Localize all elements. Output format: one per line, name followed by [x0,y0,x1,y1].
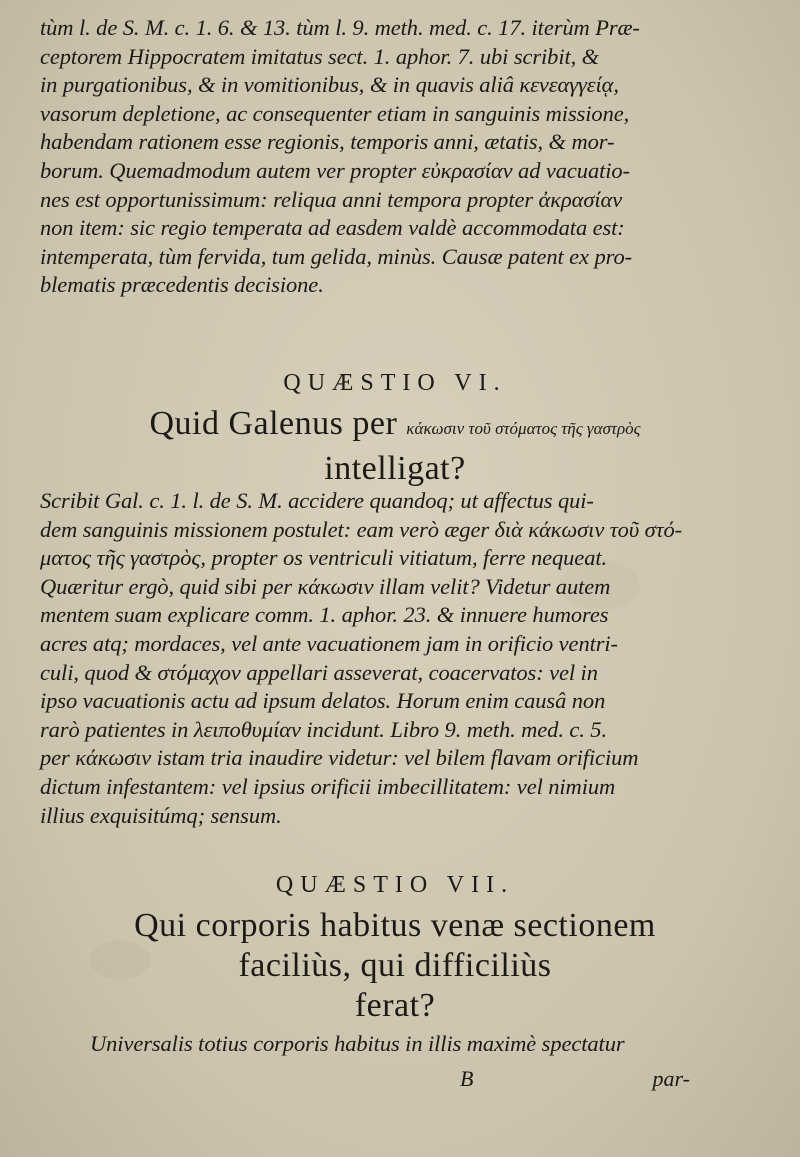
text-line: ceptorem Hippocratem imitatus sect. 1. aphor. 7. ubi scribit, & [40,43,600,69]
text-line: dem sanguinis missionem postulet: eam verò æger διὰ κάκωσιν τοῦ στό- [40,516,683,542]
text-line: nes est opportunissimum: reliqua anni tempora propter ἀκρασίαν [40,186,623,212]
question-title: faciliùs, qui difficiliùs [238,947,552,984]
paragraph-top [40,14,730,300]
text-line: acres atq; mordaces, vel ante vacuationem jam in orificio ventri- [40,630,618,656]
question-title [60,404,730,449]
text-line: vasorum depletione, ac consequenter etiam in sanguinis missione, [40,100,630,126]
text-line: borum. Quemadmodum autem ver propter εὐκρασίαν ad vacuatio- [40,157,630,183]
question-title: intelligat? [324,450,466,487]
text-line: ipso vacuationis actu ad ipsum delatos. Horum enim causâ non [40,688,606,714]
question-title: Qui corporis habitus venæ sectionem [134,907,656,944]
text-line: rarò patientes in λειποθυμίαν incidunt. Libro 9. meth. med. c. 5. [40,716,607,742]
question-6-heading [60,368,730,489]
text-line: non item: sic regio temperata ad easdem valdè accommodata est: [40,215,625,241]
question-label: QUÆSTIO VI. [283,370,507,396]
text-line: mentem suam explicare comm. 1. aphor. 23. & innuere humores [40,602,609,628]
text-line: dictum infestantem: vel ipsius orificii imbecillitatem: vel nimium [40,773,616,799]
text-line: tùm l. de S. M. c. 1. 6. & 13. tùm l. 9. meth. med. c. 17. iterùm Præ- [40,15,640,40]
text-line: Scribit Gal. c. 1. l. de S. M. accidere quandoq; ut affectus qui- [40,488,594,513]
question-title-greek: κάκωσιν τοῦ στόματος τῆς γαστρὸς [406,419,641,438]
text-line: in purgationibus, & in vomitionibus, & in quavis aliâ κενεαγγείᾳ, [40,72,619,98]
text-line: per κάκωσιν istam tria inaudire videtur: vel bilem flavam orificium [40,745,639,771]
paragraph-middle [40,487,730,830]
question-title: ferat? [354,987,436,1024]
question-title-text: Quid Galenus per [149,405,407,442]
text-line: Universalis totius corporis habitus in illis maximè spectatur [90,1031,625,1056]
text-line: illius exquisitúmq; sensum. [40,802,282,828]
text-line: habendam rationem esse regionis, temporis anni, ætatis, & mor- [40,129,615,155]
text-line: blematis præcedentis decisione. [40,272,324,298]
text-line: culi, quod & στόμαχον appellari asseverat, coacervatos: vel in [40,659,598,685]
paragraph-bottom [90,1030,730,1059]
question-7-heading [60,870,730,1026]
text-line: Quæritur ergò, quid sibi per κάκωσιν illam velit? Videtur autem [40,573,611,599]
question-label: QUÆSTIO VII. [275,872,515,898]
catchword: par- [652,1066,690,1091]
signature-mark: B [460,1066,474,1091]
page-footer [460,1066,690,1092]
text-line: ματος τῆς γαστρὸς, propter os ventriculi vitiatum, ferre nequeat. [40,545,608,571]
text-line: intemperata, tùm fervida, tum gelida, minùs. Causæ patent ex pro- [40,243,632,269]
